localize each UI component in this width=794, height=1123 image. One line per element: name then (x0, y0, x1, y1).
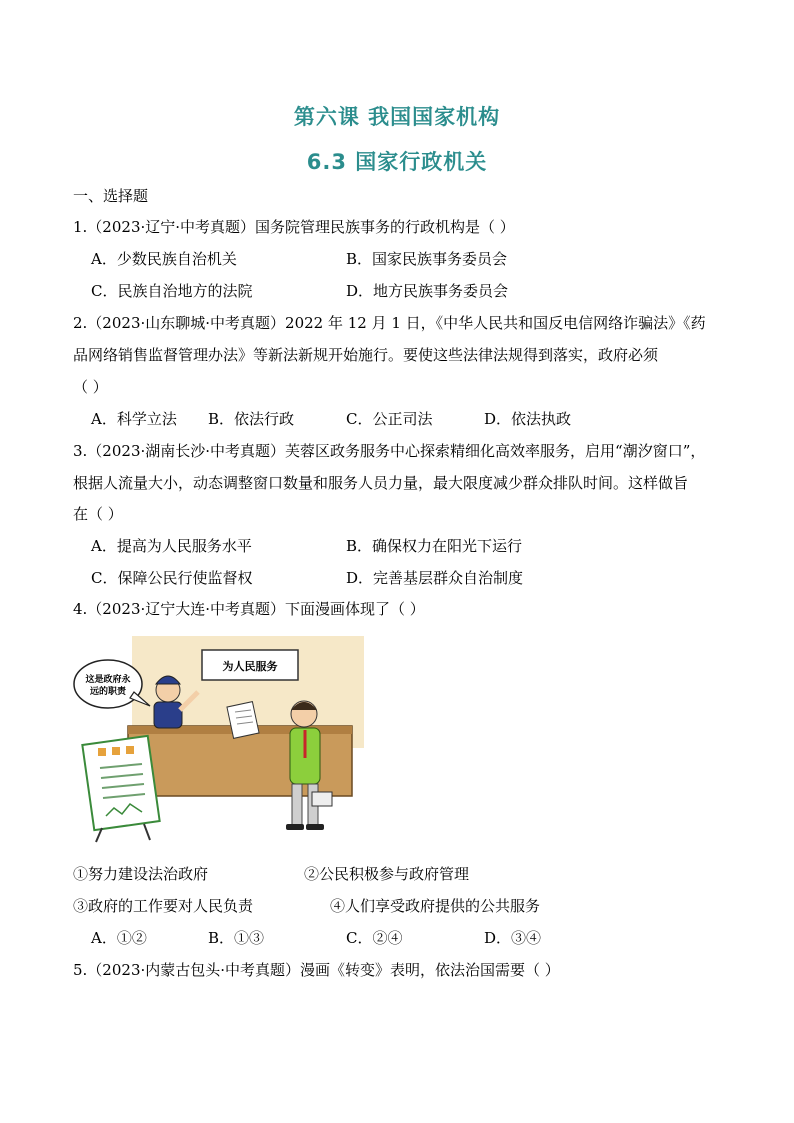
question-stem: 4.（2023·辽宁大连·中考真题）下面漫画体现了（ ） (73, 600, 425, 618)
option-b: B．确保权力在阳光下运行 (346, 537, 523, 555)
statement-4: ④人们享受政府提供的公共服务 (330, 897, 541, 915)
question-stem: 根据人流量大小，动态调整窗口数量和服务人员力量，最大限度减少群众排队时间。这样做旨 (73, 474, 689, 492)
lesson-title: 第六课 我国国家机构 (293, 105, 501, 129)
option-c: C．保障公民行使监督权 (91, 569, 253, 587)
option-b: B．①③ (208, 929, 265, 947)
option-a: A．①② (91, 929, 147, 947)
option-a: A．提高为人民服务水平 (91, 537, 252, 555)
question-stem: （ ） (73, 378, 108, 396)
question-stem: 2.（2023·山东聊城·中考真题）2022 年 12 月 1 日，《中华人民共和国反电信网络诈骗法》《药 (73, 314, 706, 332)
option-a: A．科学立法 (91, 410, 177, 428)
question-stem: 品网络销售监督管理办法》等新法新规开始施行。要使这些法律法规得到落实，政府必须 (73, 346, 659, 364)
option-c: C．民族自治地方的法院 (91, 282, 253, 300)
option-d: D．完善基层群众自治制度 (346, 569, 524, 587)
question-stem: 5.（2023·内蒙古包头·中考真题）漫画《转变》表明，依法治国需要（ ） (73, 961, 560, 979)
option-b: B．国家民族事务委员会 (346, 250, 508, 268)
question-stem: 3.（2023·湖南长沙·中考真题）芙蓉区政务服务中心探索精细化高效率服务，启用“潮汐窗口”， (73, 442, 706, 460)
option-a: A．少数民族自治机关 (91, 250, 237, 268)
sign-text: 为人民服务 (222, 660, 278, 673)
question-stem: 1.（2023·辽宁·中考真题）国务院管理民族事务的行政机构是（ ） (73, 218, 515, 236)
statement-2: ②公民积极参与政府管理 (304, 865, 470, 883)
section-heading: 一、选择题 (73, 187, 149, 205)
option-d: D．③④ (484, 929, 542, 947)
speech-text-line2: 远的职责 (89, 687, 127, 697)
option-d: D．地方民族事务委员会 (346, 282, 509, 300)
option-b: B．依法行政 (208, 410, 295, 428)
option-c: C．公正司法 (346, 410, 433, 428)
section-title: 6.3 国家行政机关 (306, 150, 488, 174)
comic-illustration (72, 628, 368, 846)
statement-1: ①努力建设法治政府 (73, 865, 209, 883)
notice-board (82, 736, 159, 842)
question-stem: 在（ ） (73, 505, 123, 523)
option-d: D．依法执政 (484, 410, 572, 428)
option-c: C．②④ (346, 929, 403, 947)
statement-3: ③政府的工作要对人民负责 (73, 897, 254, 915)
speech-text-line1: 这是政府永 (85, 675, 131, 685)
